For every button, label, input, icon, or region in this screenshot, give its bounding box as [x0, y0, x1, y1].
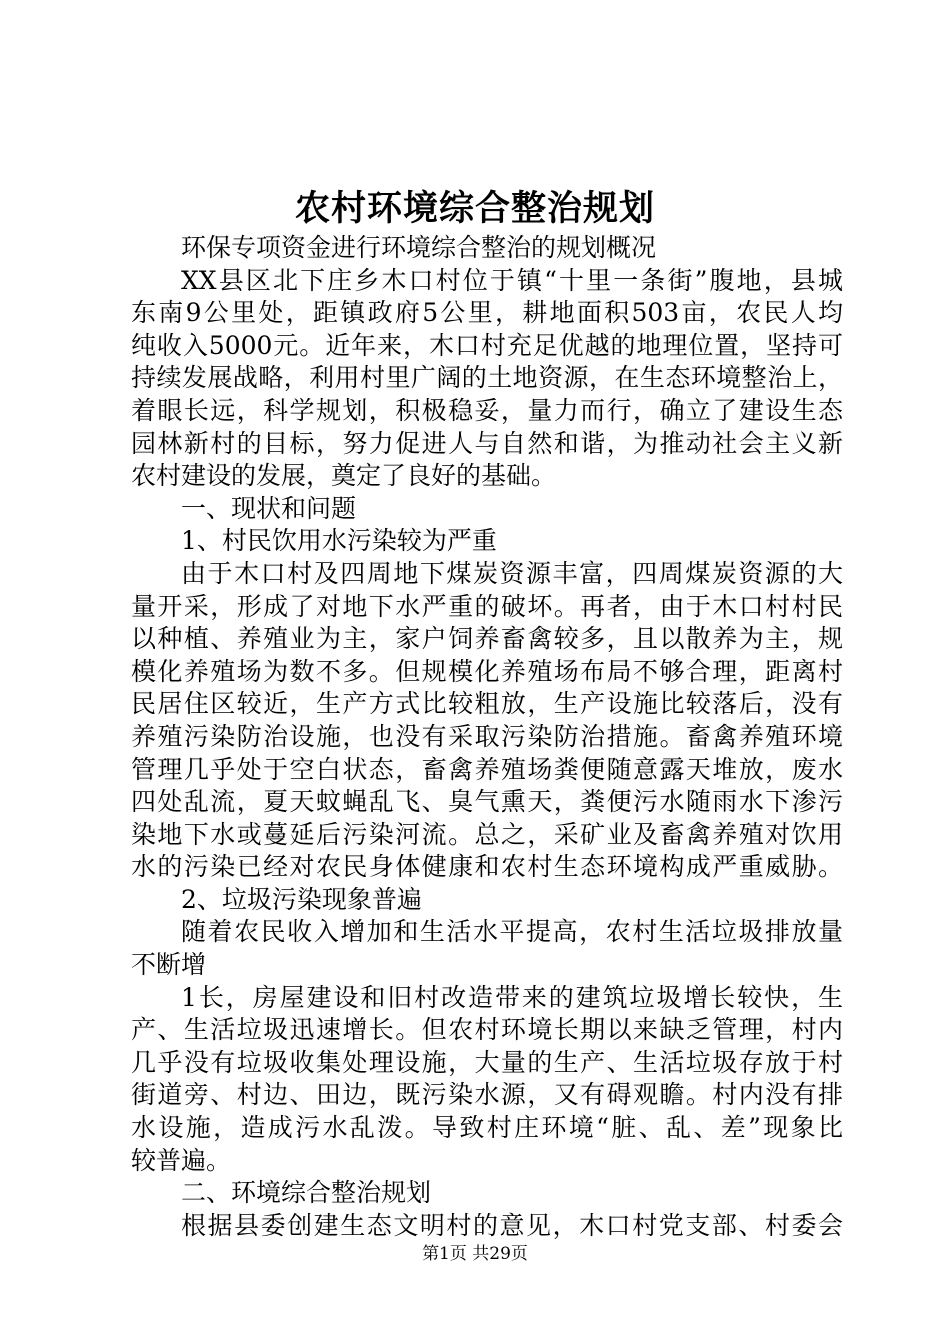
text-line: 由于木口村及四周地下煤炭资源丰富，四周煤炭资源的大 — [181, 558, 843, 588]
page-title: 农村环境综合整治规划 — [294, 188, 655, 229]
text-line: 1长，房屋建设和旧村改造带来的建筑垃圾增长较快，生 — [181, 982, 843, 1012]
text-line: 农村建设的发展，奠定了良好的基础。 — [131, 461, 557, 491]
text-line: 园林新村的目标，努力促进人与自然和谐，为推动社会主义新 — [131, 428, 843, 458]
text-line: 模化养殖场为数不多。但规模化养殖场布局不够合理，距离村 — [131, 656, 843, 686]
text-line: 一、现状和问题 — [181, 493, 357, 523]
text-line: 四处乱流，夏天蚊蝇乱飞、臭气熏天，粪便污水随雨水下渗污 — [131, 787, 843, 817]
text-line: 量开采，形成了对地下水严重的破坏。再者，由于木口村村民 — [131, 591, 843, 621]
text-line: 纯收入5000元。近年来，木口村充足优越的地理位置，坚持可 — [131, 330, 843, 360]
text-line: 1、村民饮用水污染较为严重 — [181, 526, 497, 556]
text-line: 民居住区较近，生产方式比较粗放，生产设施比较落后，没有 — [131, 689, 843, 719]
text-line: 水的污染已经对农民身体健康和农村生态环境构成严重威胁。 — [131, 852, 843, 882]
text-line: 街道旁、村边、田边，既污染水源，又有碍观瞻。村内没有排 — [131, 1080, 843, 1110]
text-line: 以种植、养殖业为主，家户饲养畜禽较多，且以散养为主，规 — [131, 624, 843, 654]
document-body — [131, 232, 843, 1242]
text-line: XX县区北下庄乡木口村位于镇“十里一条街”腹地，县城 — [181, 265, 843, 295]
text-line: 根据县委创建生态文明村的意见，木口村党支部、村委会 — [181, 1210, 843, 1240]
text-line: 东南9公里处，距镇政府5公里，耕地面积503亩，农民人均 — [131, 298, 843, 328]
text-line: 随着农民收入增加和生活水平提高，农村生活垃圾排放量 — [181, 917, 843, 947]
page-footer: 第1页 共29页 — [422, 1244, 528, 1264]
text-line: 管理几乎处于空白状态，畜禽养殖场粪便随意露天堆放，废水 — [131, 754, 843, 784]
text-line: 养殖污染防治设施，也没有采取污染防治措施。畜禽养殖环境 — [131, 721, 843, 751]
text-line: 着眼长远，科学规划，积极稳妥，量力而行，确立了建设生态 — [131, 395, 843, 425]
text-line: 产、生活垃圾迅速增长。但农村环境长期以来缺乏管理，村内 — [131, 1015, 843, 1045]
text-line: 持续发展战略，利用村里广阔的土地资源，在生态环境整治上， — [131, 363, 843, 393]
text-line: 环保专项资金进行环境综合整治的规划概况 — [181, 233, 657, 262]
text-line: 不断增 — [131, 950, 207, 980]
text-line: 水设施，造成污水乱泼。导致村庄环境“脏、乱、差”现象比 — [131, 1113, 843, 1143]
text-line: 较普遍。 — [131, 1145, 232, 1175]
text-line: 2、垃圾污染现象普遍 — [181, 884, 422, 914]
text-line: 二、环境综合整治规划 — [181, 1178, 432, 1208]
text-line: 染地下水或蔓延后污染河流。总之，采矿业及畜禽养殖对饮用 — [131, 819, 843, 849]
text-line: 几乎没有垃圾收集处理设施，大量的生产、生活垃圾存放于村 — [131, 1047, 843, 1077]
